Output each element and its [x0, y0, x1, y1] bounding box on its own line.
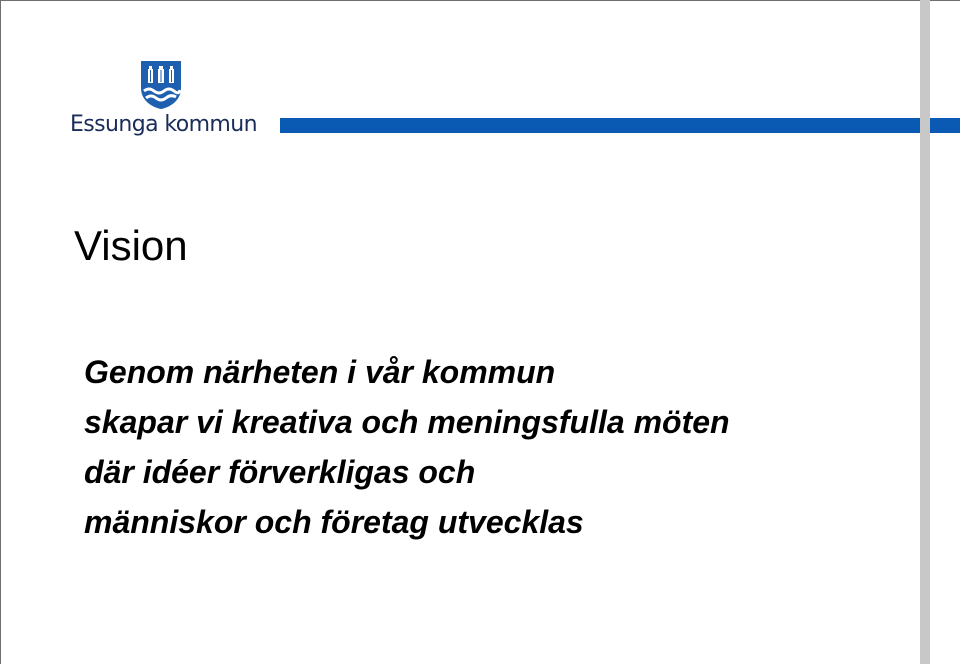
slide-title: Vision — [74, 222, 188, 269]
right-decorative-bar — [920, 0, 930, 664]
logo-wordmark: Essunga kommun — [70, 112, 257, 137]
vision-statement — [84, 347, 730, 547]
vision-line: där idéer förverkligas och — [84, 454, 476, 490]
municipal-crest-icon — [140, 60, 182, 110]
vision-line: skapar vi kreativa och meningsfulla möten — [84, 404, 730, 440]
slide-frame-left — [0, 0, 1, 664]
vision-line: människor och företag utvecklas — [84, 504, 584, 540]
vision-line: Genom närheten i vår kommun — [84, 354, 556, 390]
header-band — [280, 118, 960, 133]
essunga-kommun-logo — [70, 60, 260, 145]
slide-frame-top — [0, 0, 960, 1]
